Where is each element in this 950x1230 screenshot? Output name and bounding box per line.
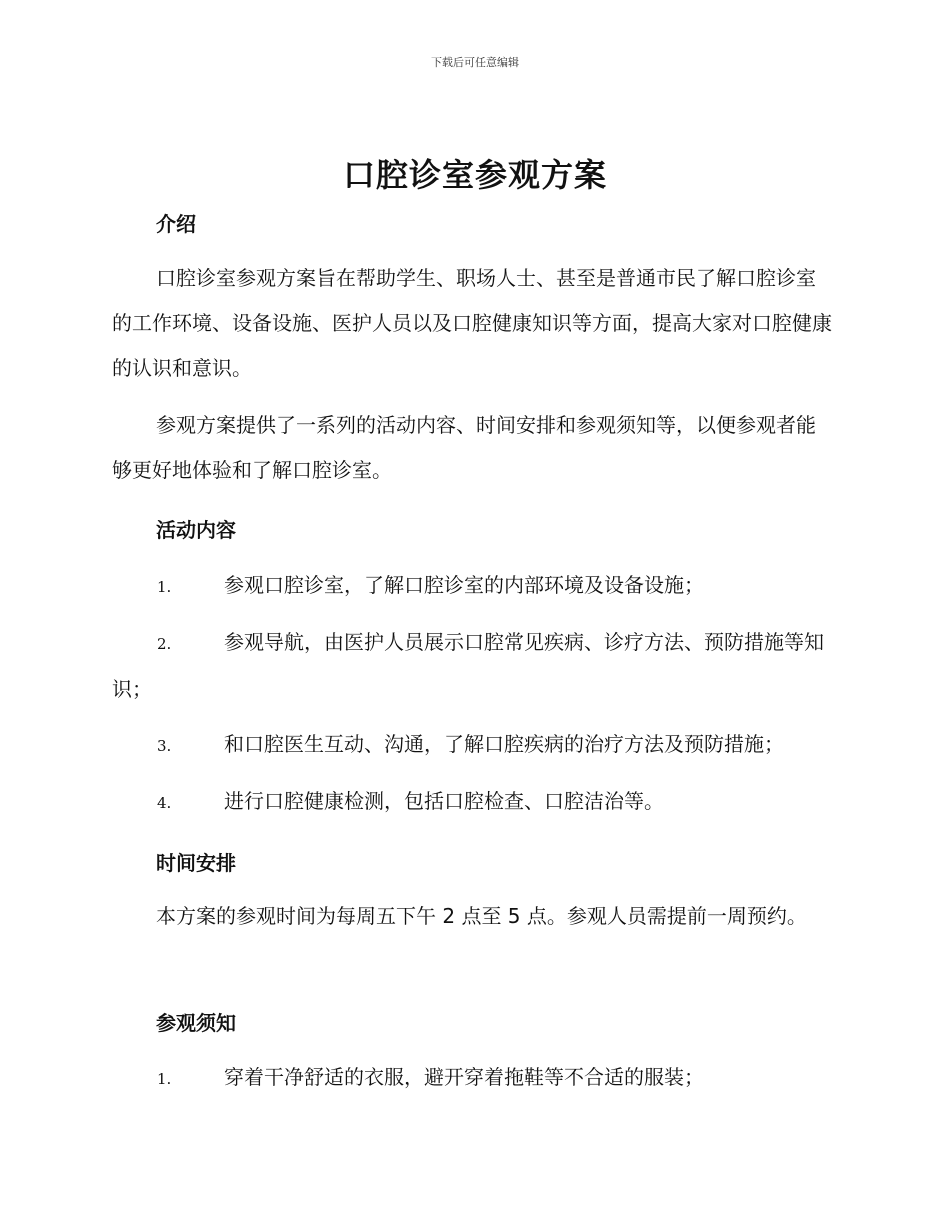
list-item-text: 穿着干净舒适的衣服，避开穿着拖鞋等不合适的服装； — [224, 1065, 704, 1089]
page-title: 口腔诊室参观方案 — [342, 156, 607, 194]
intro-paragraph-1 — [112, 256, 832, 391]
list-number: 4. — [157, 794, 172, 812]
list-item — [112, 1055, 834, 1102]
list-number: 2. — [157, 635, 172, 653]
intro-paragraph-2-text: 参观方案提供了一系列的活动内容、时间安排和参观须知等，以便参观者能够更好地体验和了解口腔诊室。 — [112, 413, 816, 482]
list-item-text: 进行口腔健康检测，包括口腔检查、口腔洁治等。 — [224, 789, 664, 813]
schedule-paragraph — [112, 894, 832, 939]
heading-activities: 活动内容 — [156, 518, 236, 542]
list-number: 3. — [157, 737, 172, 755]
schedule-paragraph-text: 本方案的参观时间为每周五下午 2 点至 5 点。参观人员需提前一周预约。 — [156, 904, 807, 928]
heading-schedule: 时间安排 — [156, 851, 236, 875]
list-item-text: 参观口腔诊室，了解口腔诊室的内部环境及设备设施； — [224, 573, 704, 597]
intro-paragraph-2 — [112, 403, 832, 493]
header-note: 下载后可任意编辑 — [431, 56, 519, 69]
list-item-text: 参观导航，由医护人员展示口腔常见疾病、诊疗方法、预防措施等知识； — [112, 630, 824, 701]
list-item-text: 和口腔医生互动、沟通，了解口腔疾病的治疗方法及预防措施； — [224, 732, 784, 756]
list-item — [112, 620, 834, 712]
list-item — [112, 779, 834, 826]
intro-paragraph-1-text: 口腔诊室参观方案旨在帮助学生、职场人士、甚至是普通市民了解口腔诊室的工作环境、设备设施、医护人员以及口腔健康知识等方面，提高大家对口腔健康的认识和意识。 — [112, 266, 832, 380]
heading-intro: 介绍 — [156, 212, 196, 236]
list-item — [112, 563, 834, 610]
list-item — [112, 722, 834, 769]
list-number: 1. — [157, 1070, 172, 1088]
list-number: 1. — [157, 578, 172, 596]
heading-notice: 参观须知 — [156, 1011, 236, 1035]
